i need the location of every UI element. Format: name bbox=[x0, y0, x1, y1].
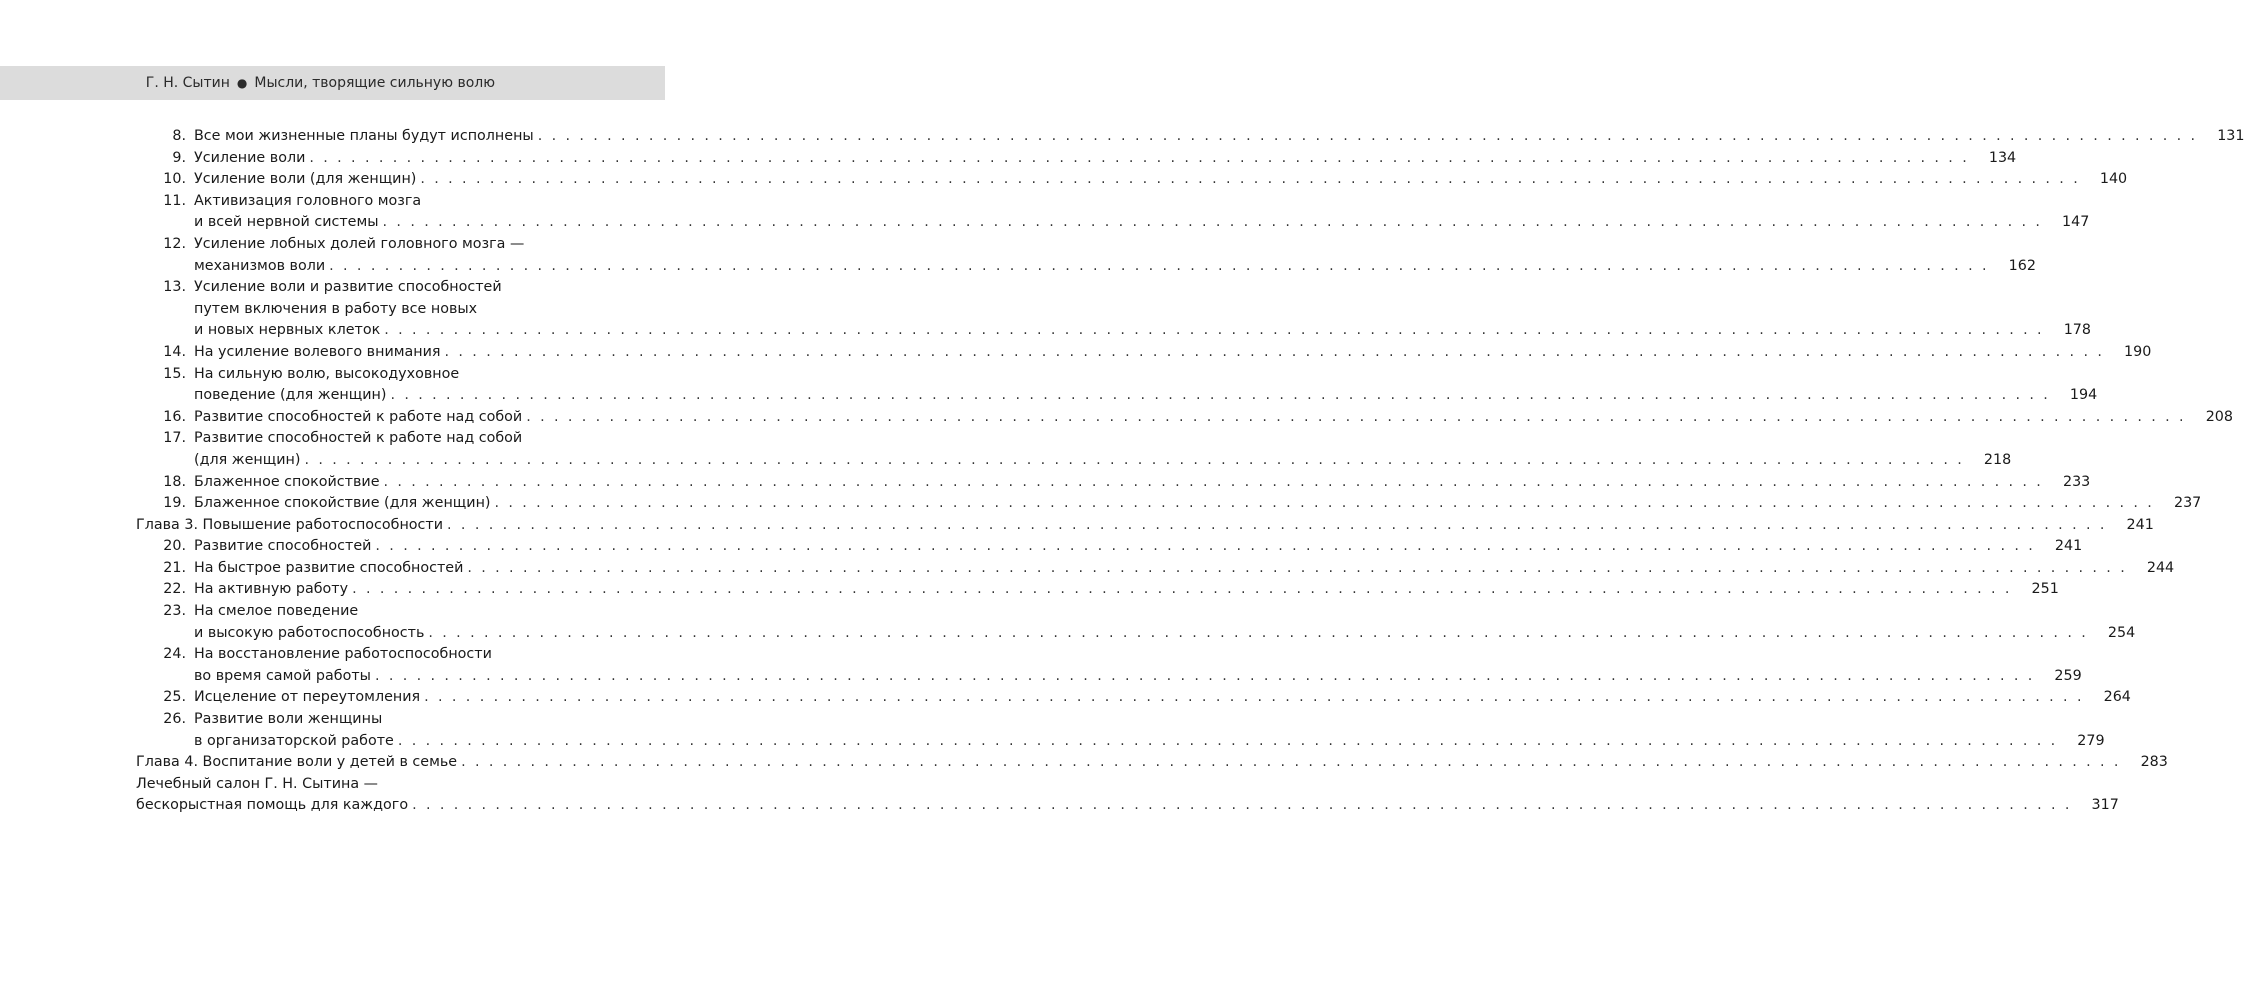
toc-entry-title-line: Активизация головного мозга bbox=[194, 192, 422, 209]
toc-entry-number: 24. bbox=[163, 646, 186, 663]
dot-leader: . . . . . . . . . . . . . . . . . . . . . . . . . . . . . . . . . . . . . . . . . . . . . . . . . . . . . . . . . . . . . . . . . . . . . . . . . . . . . . . . . . . . . . . . . . . . . . . . . . . . . . . . . . . . . . . . . . . . . . . . bbox=[397, 732, 2058, 749]
dot-leader: . . . . . . . . . . . . . . . . . . . . . . . . . . . . . . . . . . . . . . . . . . . . . . . . . . . . . . . . . . . . . . . . . . . . . . . . . . . . . . . . . . . . . . . . . . . . . . . . . . . . . . . . . . . . . . . . . . . . . . . . bbox=[309, 149, 1970, 166]
toc-entry-title-line: Усиление воли bbox=[194, 149, 306, 166]
toc-page-number: 233 bbox=[2062, 473, 2091, 490]
toc-entry-number: 18. bbox=[163, 473, 186, 490]
dot-leader: . . . . . . . . . . . . . . . . . . . . . . . . . . . . . . . . . . . . . . . . . . . . . . . . . . . . . . . . . . . . . . . . . . . . . . . . . . . . . . . . . . . . . . . . . . . . . . . . . . . . . . . . . . . . . . . . . . . . . . . . bbox=[447, 516, 2107, 533]
toc-page-number: 194 bbox=[2069, 387, 2098, 404]
toc-entry-number: 13. bbox=[163, 279, 186, 296]
toc-entry-number: 19. bbox=[163, 495, 186, 512]
toc-entry-title-line: в организаторской работе bbox=[194, 732, 394, 749]
toc-entry-title-line: Усиление воли и развитие способностей bbox=[194, 279, 502, 296]
toc-entry-title-line: Блаженное спокойствие bbox=[194, 473, 380, 490]
toc-entry-title-line: Усиление воли (для женщин) bbox=[194, 171, 417, 188]
dot-leader: . . . . . . . . . . . . . . . . . . . . . . . . . . . . . . . . . . . . . . . . . . . . . . . . . . . . . . . . . . . . . . . . . . . . . . . . . . . . . . . . . . . . . . . . . . . . . . . . . . . . . . . . . . . . . . . . . . . . . . . . bbox=[494, 495, 2155, 512]
toc-entry[interactable] bbox=[136, 126, 2244, 148]
dot-leader: . . . . . . . . . . . . . . . . . . . . . . . . . . . . . . . . . . . . . . . . . . . . . . . . . . . . . . . . . . . . . . . . . . . . . . . . . . . . . . . . . . . . . . . . . . . . . . . . . . . . . . . . . . . . . . . . . . . . . . . . bbox=[384, 322, 2044, 339]
toc-entry[interactable] bbox=[136, 277, 2091, 342]
toc-entry-number: 23. bbox=[163, 603, 186, 620]
dot-leader: . . . . . . . . . . . . . . . . . . . . . . . . . . . . . . . . . . . . . . . . . . . . . . . . . . . . . . . . . . . . . . . . . . . . . . . . . . . . . . . . . . . . . . . . . . . . . . . . . . . . . . . . . . . . . . . . . . . . . . . . bbox=[382, 214, 2043, 231]
toc-entry-number: 21. bbox=[163, 559, 186, 576]
toc-entry-last-line bbox=[194, 342, 2152, 364]
dot-leader: . . . . . . . . . . . . . . . . . . . . . . . . . . . . . . . . . . . . . . . . . . . . . . . . . . . . . . . . . . . . . . . . . . . . . . . . . . . . . . . . . . . . . . . . . . . . . . . . . . . . . . . . . . . . . . . . . . . . . . . . bbox=[390, 387, 2051, 404]
toc-entry[interactable] bbox=[136, 234, 2036, 277]
toc-entry[interactable] bbox=[136, 536, 2083, 558]
toc-page-number: 190 bbox=[2124, 343, 2152, 360]
dot-leader: . . . . . . . . . . . . . . . . . . . . . . . . . . . . . . . . . . . . . . . . . . . . . . . . . . . . . . . . . . . . . . . . . . . . . . . . . . . . . . . . . . . . . . . . . . . . . . . . . . . . . . . . . . . . . . . . . . . . . . . . bbox=[428, 624, 2089, 641]
toc-entry-last-line bbox=[194, 256, 2036, 278]
toc-entry-title-line: во время самой работы bbox=[194, 667, 371, 684]
toc-entry-title-line: На активную работу bbox=[194, 581, 349, 598]
toc-entry-number: 8. bbox=[172, 128, 186, 144]
toc-entry-last-line bbox=[194, 320, 2091, 342]
toc-entry-title-line: На быстрое развитие способностей bbox=[194, 559, 464, 576]
toc-entry-last-line bbox=[194, 579, 2059, 601]
toc-entry-last-line bbox=[194, 450, 2012, 472]
toc-entry-title-line: Исцеление от переутомления bbox=[194, 689, 421, 706]
toc-entry-title-line: Лечебный салон Г. Н. Сытина — bbox=[136, 775, 378, 792]
toc-entry[interactable] bbox=[136, 191, 2090, 234]
toc-page-number: 244 bbox=[2146, 559, 2175, 576]
header-book-title: Мысли, творящие сильную волю bbox=[254, 75, 495, 91]
dot-leader: . . . . . . . . . . . . . . . . . . . . . . . . . . . . . . . . . . . . . . . . . . . . . . . . . . . . . . . . . . . . . . . . . . . . . . . . . . . . . . . . . . . . . . . . . . . . . . . . . . . . . . . . . . . . . . . . . . . . . . . . bbox=[444, 343, 2105, 360]
toc-entry-last-line bbox=[136, 515, 2154, 537]
toc-entry-number: 16. bbox=[163, 408, 186, 425]
toc-entry-last-line bbox=[194, 536, 2083, 558]
toc-entry-title-line: Блаженное спокойствие (для женщин) bbox=[194, 495, 491, 512]
toc-entry-number: 26. bbox=[163, 711, 186, 728]
toc-entry-last-line bbox=[194, 126, 2244, 148]
dot-leader: . . . . . . . . . . . . . . . . . . . . . . . . . . . . . . . . . . . . . . . . . . . . . . . . . . . . . . . . . . . . . . . . . . . . . . . . . . . . . . . . . . . . . . . . . . . . . . . . . . . . . . . . . . . . . . . . . . . . . . . . bbox=[412, 797, 2072, 814]
toc-entry-title-line: (для женщин) bbox=[194, 451, 301, 468]
toc-entry-title-line: Глава 3. Повышение работоспособности bbox=[136, 516, 444, 533]
toc-entry[interactable] bbox=[136, 364, 2098, 407]
dot-leader: . . . . . . . . . . . . . . . . . . . . . . . . . . . . . . . . . . . . . . . . . . . . . . . . . . . . . . . . . . . . . . . . . . . . . . . . . . . . . . . . . . . . . . . . . . . . . . . . . . . . . . . . . . . . . . . . . . . . . . . . bbox=[526, 408, 2186, 425]
toc-entry-title-line: Все мои жизненные планы будут исполнены bbox=[194, 128, 534, 144]
dot-leader: . . . . . . . . . . . . . . . . . . . . . . . . . . . . . . . . . . . . . . . . . . . . . . . . . . . . . . . . . . . . . . . . . . . . . . . . . . . . . . . . . . . . . . . . . . . . . . . . . . . . . . . . . . . . . . . . . . . . . . . . bbox=[329, 257, 1989, 274]
dot-leader: . . . . . . . . . . . . . . . . . . . . . . . . . . . . . . . . . . . . . . . . . . . . . . . . . . . . . . . . . . . . . . . . . . . . . . . . . . . . . . . . . . . . . . . . . . . . . . . . . . . . . . . . . . . . . . . . . . . . . . . . bbox=[424, 689, 2084, 706]
header-author: Г. Н. Сытин bbox=[145, 75, 230, 91]
toc-entry-title-line: поведение (для женщин) bbox=[194, 387, 387, 404]
toc-page-number: 317 bbox=[2091, 797, 2119, 814]
toc-entry-last-line bbox=[194, 493, 2202, 515]
toc-entry-title-line: Развитие способностей к работе над собой bbox=[194, 408, 523, 425]
toc-chapter-entry[interactable] bbox=[136, 774, 2119, 817]
toc-entry-number: 14. bbox=[163, 343, 186, 360]
toc-entry-title-line: и высокую работоспособность bbox=[194, 624, 425, 641]
dot-leader: . . . . . . . . . . . . . . . . . . . . . . . . . . . . . . . . . . . . . . . . . . . . . . . . . . . . . . . . . . . . . . . . . . . . . . . . . . . . . . . . . . . . . . . . . . . . . . . . . . . . . . . . . . . . . . . . . . . . . . . . bbox=[375, 538, 2036, 555]
toc-entry-title-line: и всей нервной системы bbox=[194, 214, 379, 231]
toc-entry[interactable] bbox=[136, 558, 2175, 580]
toc-entry-last-line bbox=[194, 472, 2091, 494]
toc-entry[interactable] bbox=[136, 601, 2136, 644]
toc-page-number: 147 bbox=[2062, 214, 2090, 231]
toc-page-number: 251 bbox=[2031, 581, 2059, 598]
dot-leader: . . . . . . . . . . . . . . . . . . . . . . . . . . . . . . . . . . . . . . . . . . . . . . . . . . . . . . . . . . . . . . . . . . . . . . . . . . . . . . . . . . . . . . . . . . . . . . . . . . . . . . . . . . . . . . . . . . . . . . . . bbox=[374, 667, 2035, 684]
toc-entry[interactable] bbox=[136, 493, 2202, 515]
toc-entry-title-line: Усиление лобных долей головного мозга — bbox=[194, 235, 525, 252]
toc-entry-number: 12. bbox=[163, 235, 186, 252]
running-header bbox=[0, 66, 665, 100]
toc-page-number: 162 bbox=[2008, 257, 2036, 274]
dot-leader: . . . . . . . . . . . . . . . . . . . . . . . . . . . . . . . . . . . . . . . . . . . . . . . . . . . . . . . . . . . . . . . . . . . . . . . . . . . . . . . . . . . . . . . . . . . . . . . . . . . . . . . . . . . . . . . . . . . . . . . . bbox=[383, 473, 2044, 490]
toc-page-number: 279 bbox=[2077, 732, 2105, 749]
dot-leader: . . . . . . . . . . . . . . . . . . . . . . . . . . . . . . . . . . . . . . . . . . . . . . . . . . . . . . . . . . . . . . . . . . . . . . . . . . . . . . . . . . . . . . . . . . . . . . . . . . . . . . . . . . . . . . . . . . . . . . . . bbox=[304, 451, 1965, 468]
toc-entry[interactable] bbox=[136, 407, 2233, 429]
toc-entry-title-line: Развитие воли женщины bbox=[194, 711, 383, 728]
toc-page-number: 259 bbox=[2054, 667, 2082, 684]
toc-entry-title-line: и новых нервных клеток bbox=[194, 322, 381, 339]
toc-entry-number: 25. bbox=[163, 689, 186, 706]
toc-entry-title-line: На усиление волевого внимания bbox=[194, 343, 441, 360]
toc-entry-last-line bbox=[194, 385, 2098, 407]
toc-page-number: 283 bbox=[2140, 754, 2168, 771]
toc-entry-last-line bbox=[194, 169, 2128, 191]
toc-entry[interactable] bbox=[136, 644, 2082, 687]
toc-chapter-entry[interactable] bbox=[136, 515, 2154, 537]
toc-entry-title-line: Глава 4. Воспитание воли у детей в семье bbox=[136, 754, 458, 771]
toc-page-number: 134 bbox=[1988, 149, 2017, 166]
toc-entry-last-line bbox=[136, 752, 2168, 774]
toc-chapter-entry[interactable] bbox=[136, 752, 2168, 774]
toc-page-number: 264 bbox=[2103, 689, 2131, 706]
toc-entry-number: 10. bbox=[163, 171, 186, 188]
toc-entry-title-line: Развитие способностей bbox=[194, 538, 372, 555]
toc-entry[interactable] bbox=[136, 709, 2105, 752]
toc-entry-number: 11. bbox=[163, 192, 186, 209]
dot-leader: . . . . . . . . . . . . . . . . . . . . . . . . . . . . . . . . . . . . . . . . . . . . . . . . . . . . . . . . . . . . . . . . . . . . . . . . . . . . . . . . . . . . . . . . . . . . . . . . . . . . . . . . . . . . . . . . . . . . . . . . bbox=[537, 128, 2198, 144]
toc-entry-title-line: механизмов воли bbox=[194, 257, 326, 274]
toc-entry-last-line bbox=[136, 795, 2119, 817]
toc-page-number: 254 bbox=[2107, 624, 2136, 641]
toc-page-number: 241 bbox=[2126, 516, 2154, 533]
toc-entry-number: 15. bbox=[163, 365, 186, 382]
toc-entry-title-line: На сильную волю, высокодуховное bbox=[194, 365, 460, 382]
toc-page-number: 140 bbox=[2099, 171, 2128, 188]
table-of-contents bbox=[136, 126, 2244, 817]
toc-entry-last-line bbox=[194, 212, 2090, 234]
toc-entry-title-line: Развитие способностей к работе над собой bbox=[194, 430, 523, 447]
toc-entry[interactable] bbox=[136, 342, 2152, 364]
toc-entry-last-line bbox=[194, 558, 2175, 580]
toc-entry-number: 22. bbox=[163, 581, 186, 598]
dot-leader: . . . . . . . . . . . . . . . . . . . . . . . . . . . . . . . . . . . . . . . . . . . . . . . . . . . . . . . . . . . . . . . . . . . . . . . . . . . . . . . . . . . . . . . . . . . . . . . . . . . . . . . . . . . . . . . . . . . . . . . . bbox=[467, 559, 2128, 576]
toc-entry[interactable] bbox=[136, 579, 2059, 601]
dot-leader: . . . . . . . . . . . . . . . . . . . . . . . . . . . . . . . . . . . . . . . . . . . . . . . . . . . . . . . . . . . . . . . . . . . . . . . . . . . . . . . . . . . . . . . . . . . . . . . . . . . . . . . . . . . . . . . . . . . . . . . . bbox=[352, 581, 2012, 598]
toc-entry-last-line bbox=[194, 407, 2233, 429]
dot-leader: . . . . . . . . . . . . . . . . . . . . . . . . . . . . . . . . . . . . . . . . . . . . . . . . . . . . . . . . . . . . . . . . . . . . . . . . . . . . . . . . . . . . . . . . . . . . . . . . . . . . . . . . . . . . . . . . . . . . . . . . bbox=[420, 171, 2081, 188]
dot-leader: . . . . . . . . . . . . . . . . . . . . . . . . . . . . . . . . . . . . . . . . . . . . . . . . . . . . . . . . . . . . . . . . . . . . . . . . . . . . . . . . . . . . . . . . . . . . . . . . . . . . . . . . . . . . . . . . . . . . . . . . bbox=[461, 754, 2121, 771]
toc-entry-number: 9. bbox=[172, 149, 186, 166]
toc-entry-last-line bbox=[194, 687, 2131, 709]
toc-entry[interactable] bbox=[136, 169, 2128, 191]
toc-entry-last-line bbox=[194, 666, 2082, 688]
toc-entry[interactable] bbox=[136, 687, 2131, 709]
toc-entry-title-line: путем включения в работу все новых bbox=[194, 300, 478, 317]
toc-entry-last-line bbox=[194, 731, 2105, 753]
toc-page-number: 131 bbox=[2217, 128, 2244, 144]
toc-entry[interactable] bbox=[136, 472, 2091, 494]
toc-entry-number: 17. bbox=[163, 430, 186, 447]
toc-entry[interactable] bbox=[136, 428, 2012, 471]
toc-entry-title-line: На восстановление работоспособности bbox=[194, 646, 492, 663]
toc-page-number: 237 bbox=[2173, 495, 2202, 512]
toc-entry-last-line bbox=[194, 623, 2136, 645]
toc-entry-title-line: бескорыстная помощь для каждого bbox=[136, 797, 409, 814]
toc-entry-title-line: На смелое поведение bbox=[194, 603, 359, 620]
toc-page-number: 208 bbox=[2205, 408, 2233, 425]
toc-page-number: 178 bbox=[2063, 322, 2091, 339]
toc-page-number: 241 bbox=[2054, 538, 2083, 555]
toc-entry[interactable] bbox=[136, 148, 2017, 170]
toc-entry-number: 20. bbox=[163, 538, 186, 555]
toc-page-number: 218 bbox=[1983, 451, 2012, 468]
toc-entry-last-line bbox=[194, 148, 2017, 170]
bullet-separator: ● bbox=[236, 76, 248, 90]
